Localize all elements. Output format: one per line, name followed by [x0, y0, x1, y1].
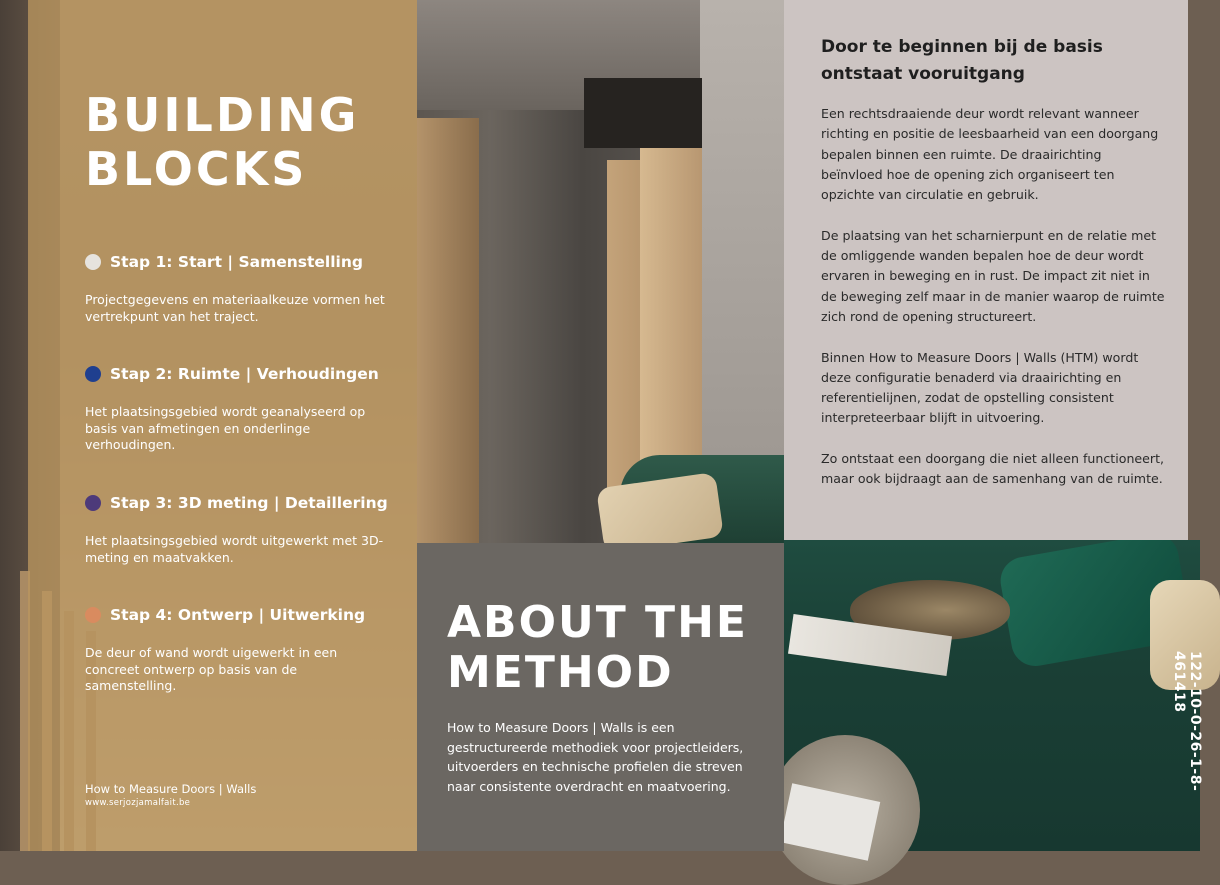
heading-line-1: Door te beginnen bij de basis	[821, 37, 1103, 57]
step-1-description: Projectgegevens en materiaalkeuze vormen het vertrekpunt van het traject.	[85, 292, 385, 324]
about-title-line-1: ABOUT THE	[447, 597, 748, 648]
step-2-dot-icon	[85, 366, 101, 382]
website-url: www.serjozjamalfait.be	[85, 798, 191, 808]
title-line-1: BUILDING	[85, 88, 360, 142]
panel-heading	[821, 34, 1161, 88]
step-3-title: Stap 3: 3D meting | Detaillering	[110, 494, 388, 512]
heading-line-2: ontstaat vooruitgang	[821, 64, 1025, 84]
step-3-description: Het plaatsingsgebied wordt uitgewerkt met 3D-meting en maatvakken.	[85, 533, 384, 565]
body-paragraph: Binnen How to Measure Doors | Walls (HTM) wordt deze configuratie benaderd via draairichting en referentielijnen, zodat de opstelling consistent interpreteerbaar blijft in uitvoering.	[821, 349, 1139, 426]
body-paragraph: Zo ontstaat een doorgang die niet alleen functioneert, maar ook bijdraagt aan de samenhang van de ruimte.	[821, 451, 1165, 487]
document-code: 122-10-0-26-1-8-461418	[1171, 651, 1203, 792]
body-paragraph: De plaatsing van het scharnierpunt en de relatie met de omliggende wanden bepalen hoe de deur wordt ervaren in beweging en in rust. De impact zit niet in de beweging zelf maar in de manier waarop de ruimte zich rond de opening structureert.	[821, 227, 1165, 324]
step-2-description: Het plaatsingsgebied wordt geanalyseerd op basis van afmetingen en onderlinge verhoudingen.	[85, 404, 366, 452]
step-3	[85, 491, 405, 566]
door-frame	[417, 118, 479, 545]
about-description: How to Measure Doors | Walls is een gestructureerde methodiek voor projectleiders, uitvoerders en technische profielen die streven naar consistente overdracht en maatvoering.	[447, 720, 744, 794]
building-blocks-title	[85, 88, 359, 196]
brand-footer	[85, 782, 256, 809]
step-4-dot-icon	[85, 607, 101, 623]
step-1-title: Stap 1: Start | Samenstelling	[110, 253, 363, 271]
step-4-description: De deur of wand wordt uigewerkt in een concreet ontwerp op basis van de samenstelling.	[85, 645, 338, 693]
panel-body	[821, 104, 1166, 510]
title-line-2: BLOCKS	[85, 142, 308, 196]
step-4-title: Stap 4: Ontwerp | Uitwerking	[110, 606, 366, 624]
step-3-dot-icon	[85, 495, 101, 511]
step-2	[85, 362, 405, 454]
brand-name: How to Measure Doors | Walls	[85, 782, 257, 796]
air-conditioner	[584, 78, 702, 148]
step-4	[85, 603, 405, 695]
about-title	[447, 598, 748, 698]
about-title-line-2: METHOD	[447, 647, 674, 698]
step-1-dot-icon	[85, 254, 101, 270]
step-2-title: Stap 2: Ruimte | Verhoudingen	[110, 365, 379, 383]
step-1	[85, 250, 405, 325]
body-paragraph: Een rechtsdraaiende deur wordt relevant wanneer richting en positie de leesbaarheid van een doorgang bepalen binnen een ruimte. De draairichting beïnvloed hoe de opening zich organiseert ten opzichte van circulatie en gebruik.	[821, 106, 1159, 203]
